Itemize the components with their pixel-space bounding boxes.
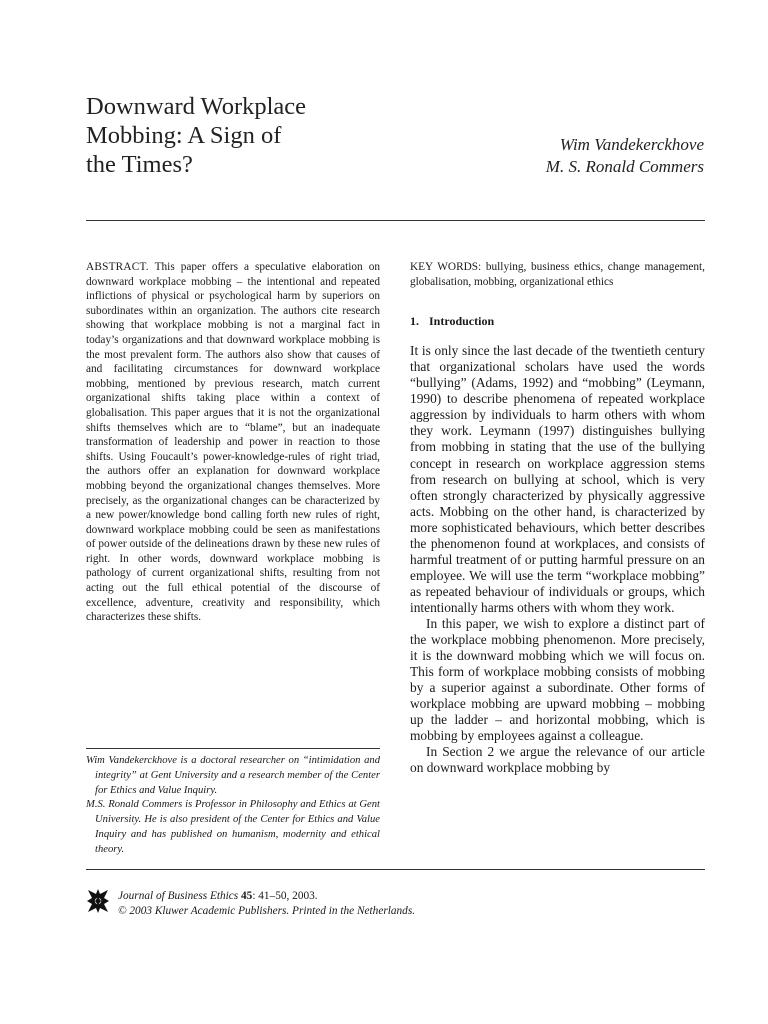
publisher-line: © 2003 Kluwer Academic Publishers. Printed in the Netherlands. — [118, 904, 416, 917]
title-line-3: the Times? — [86, 151, 193, 178]
keywords-text: bullying, business ethics, change management, globalisation, mobbing, organizational ethics — [410, 261, 705, 288]
section-number: 1. — [410, 314, 419, 329]
introduction-body — [410, 343, 705, 776]
journal-citation — [118, 889, 415, 919]
journal-volume: 45 — [241, 890, 253, 902]
author-2: M. S. Ronald Commers — [545, 157, 704, 176]
journal-name: Journal of Business Ethics — [118, 890, 239, 902]
keywords-label: KEY WORDS: — [410, 261, 482, 273]
header-divider — [86, 220, 705, 221]
publisher-logo-icon — [86, 887, 110, 915]
footnote-author-1: Wim Vandekerckhove is a doctoral researcher on “intimidation and integrity” at Gent University and a research member of the Center for Ethics and Value Inquiry. — [86, 755, 380, 796]
keywords — [410, 260, 705, 289]
body-paragraph-3: In Section 2 we argue the relevance of our article on downward workplace mobbing by — [410, 744, 705, 776]
section-heading — [410, 314, 705, 329]
author-1: Wim Vandekerckhove — [559, 135, 704, 154]
author-footnotes — [86, 754, 380, 858]
body-paragraph-1: It is only since the last decade of the twentieth century that organizational scholars have used the words “bullying” (Adams, 1992) and “mobbing” (Leymann, 1990) to describe phenomena of repeated workplace aggression by individuals to harm others with whom they work. Leymann (1997) distinguishes bullying from mobbing in stating that the use of the bullying concept in research on workplace aggression stems from research on bullying at school, which is very often strongly characterized by physically aggressive acts. Mobbing on the other hand, is characterized by more sophisticated behaviours, which better describes the phenomenon found at workplaces, and consists of harmful treatment of or putting harmful pressure on an employee. We will use the term “workplace mobbing” as repeated behaviour of individuals or groups, which intentionally harms others with whom they work. — [410, 343, 705, 615]
footnote-author-2: M.S. Ronald Commers is Professor in Philosophy and Ethics at Gent University. He is also president of the Center for Ethics and Value Inquiry and has published on humanism, modernity and ethical theory. — [86, 799, 380, 855]
section-title: Introduction — [429, 314, 495, 329]
body-paragraph-2: In this paper, we wish to explore a distinct part of the workplace mobbing phenomenon. More precisely, it is the downward mobbing which we will focus on. This form of workplace mobbing consists of mobbing by a superior against a subordinate. Other forms of workplace mobbing are upward mobbing – mobbing up the ladder – and horizontal mobbing, which is mobbing by employees against a colleague. — [410, 615, 705, 744]
footnote-divider — [86, 748, 380, 749]
journal-line — [118, 889, 415, 904]
title-line-1: Downward Workplace — [86, 93, 307, 120]
footer-divider — [86, 869, 705, 870]
abstract-text: This paper offers a speculative elaboration on downward workplace mobbing – the intentional and repeated inflictions of physical or psychological harm by superiors on subordinates within an organization. The authors cite research showing that workplace mobbing is not a marginal fact in today’s organizations and that downward workplace mobbing is the most prevalent form. The authors also show that causes of and facilitating circumstances for downward workplace mobbing, mentioned by previous research, match current organizational shifts taking place within a context of globalisation. This paper argues that it is not the organizational shifts themselves which are to “blame”, but an inadequate transformation of leadership and power in reaction to those shifts. Using Foucault’s power-knowledge-rules of right triad, the authors offer an explanation for downward workplace mobbing beyond the organizational changes themselves. More precisely, as the organizational changes can be characterized by a new power/knowledge bond calling forth new rules of right, downward workplace mobbing could be seen as manifestations of power outside of the delineations drawn by these new rules of right. In other words, downward workplace mobbing is pathology of current organizational shifts, resulting from not acting out the full ethical potential of the discourse of excellence, adventure, creativity and responsibility, which characterizes these shifts. — [86, 261, 380, 624]
journal-pages: : 41–50, 2003. — [252, 890, 318, 902]
title-line-2: Mobbing: A Sign of — [86, 122, 282, 149]
right-column — [410, 260, 705, 776]
article-title — [86, 92, 386, 179]
abstract-label: ABSTRACT. — [86, 261, 149, 273]
abstract — [86, 260, 380, 625]
author-list — [546, 134, 704, 178]
